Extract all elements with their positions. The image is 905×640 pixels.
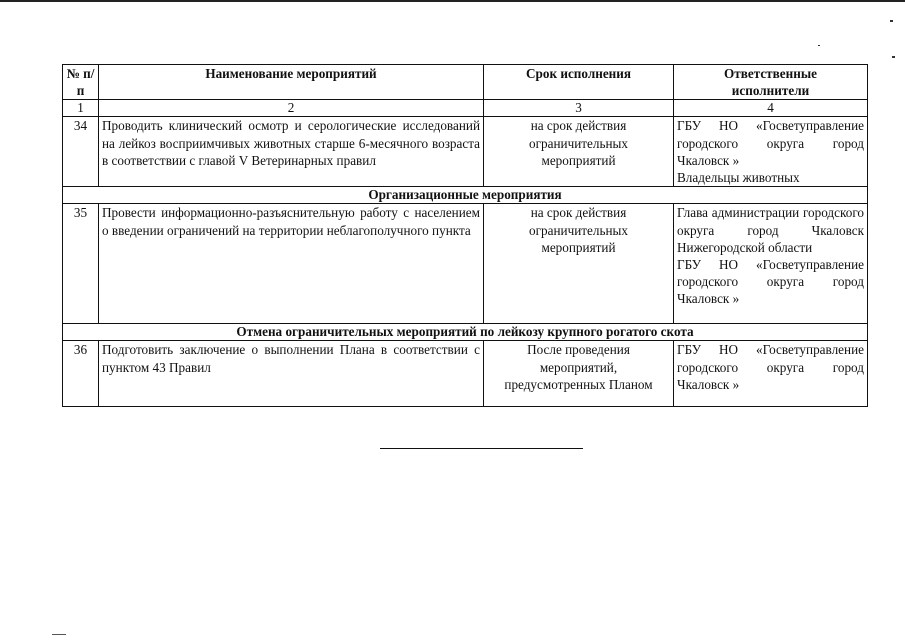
responsible-entry: Владельцы животных bbox=[677, 170, 800, 186]
row-responsible bbox=[674, 117, 868, 187]
row-measure-name: Провести информационно-разъяснительную работу с населением о введении ограничений на территории неблагополучного пункта bbox=[99, 204, 484, 324]
header-name: Наименование мероприятий bbox=[99, 65, 484, 100]
row-term: на срок действия ограничительных мероприятий bbox=[484, 117, 674, 187]
column-number: 3 bbox=[484, 100, 674, 117]
row-measure-name: Проводить клинический осмотр и серологические исследований на лейкоз восприимчивых животных старше 6-месячного возраста в соответствии с главой V Ветеринарных правил bbox=[99, 117, 484, 187]
header-responsible: Ответственные исполнители bbox=[674, 65, 868, 100]
table-row bbox=[63, 341, 868, 407]
scan-speck bbox=[892, 56, 895, 58]
row-term: После проведения мероприятий, предусмотренных Планом bbox=[484, 341, 674, 407]
responsible-entry: ГБУ НО «Госветуправление городского округа город Чкаловск » bbox=[677, 118, 864, 168]
responsible-entry: Глава администрации городского округа город Чкаловск Нижегородской области bbox=[677, 205, 864, 255]
row-number: 35 bbox=[63, 204, 99, 324]
row-term: на срок действия ограничительных мероприятий bbox=[484, 204, 674, 324]
table-row bbox=[63, 204, 868, 324]
scan-speck bbox=[818, 45, 820, 46]
column-number: 2 bbox=[99, 100, 484, 117]
responsible-entry: ГБУ НО «Госветуправление городского округа город Чкаловск » bbox=[677, 342, 864, 392]
closing-line bbox=[380, 448, 583, 449]
column-number-row bbox=[63, 100, 868, 117]
row-responsible bbox=[674, 204, 868, 324]
header-term: Срок исполнения bbox=[484, 65, 674, 100]
row-responsible bbox=[674, 341, 868, 407]
row-number: 36 bbox=[63, 341, 99, 407]
header-number: № п/п bbox=[63, 65, 99, 100]
section-row bbox=[63, 324, 868, 341]
section-title-organizational: Организационные мероприятия bbox=[63, 187, 868, 204]
row-measure-name: Подготовить заключение о выполнении Плана в соответствии с пунктом 43 Правил bbox=[99, 341, 484, 407]
scan-mark bbox=[52, 634, 66, 635]
column-number: 1 bbox=[63, 100, 99, 117]
responsible-entry: ГБУ НО «Госветуправление городского округа город Чкаловск » bbox=[677, 257, 864, 307]
measures-table bbox=[62, 64, 868, 407]
row-number: 34 bbox=[63, 117, 99, 187]
scan-speck bbox=[890, 20, 893, 22]
column-number: 4 bbox=[674, 100, 868, 117]
section-row bbox=[63, 187, 868, 204]
header-row bbox=[63, 65, 868, 100]
table-row bbox=[63, 117, 868, 187]
page-top-edge bbox=[0, 0, 905, 2]
section-title-cancellation: Отмена ограничительных мероприятий по лейкозу крупного рогатого скота bbox=[63, 324, 868, 341]
